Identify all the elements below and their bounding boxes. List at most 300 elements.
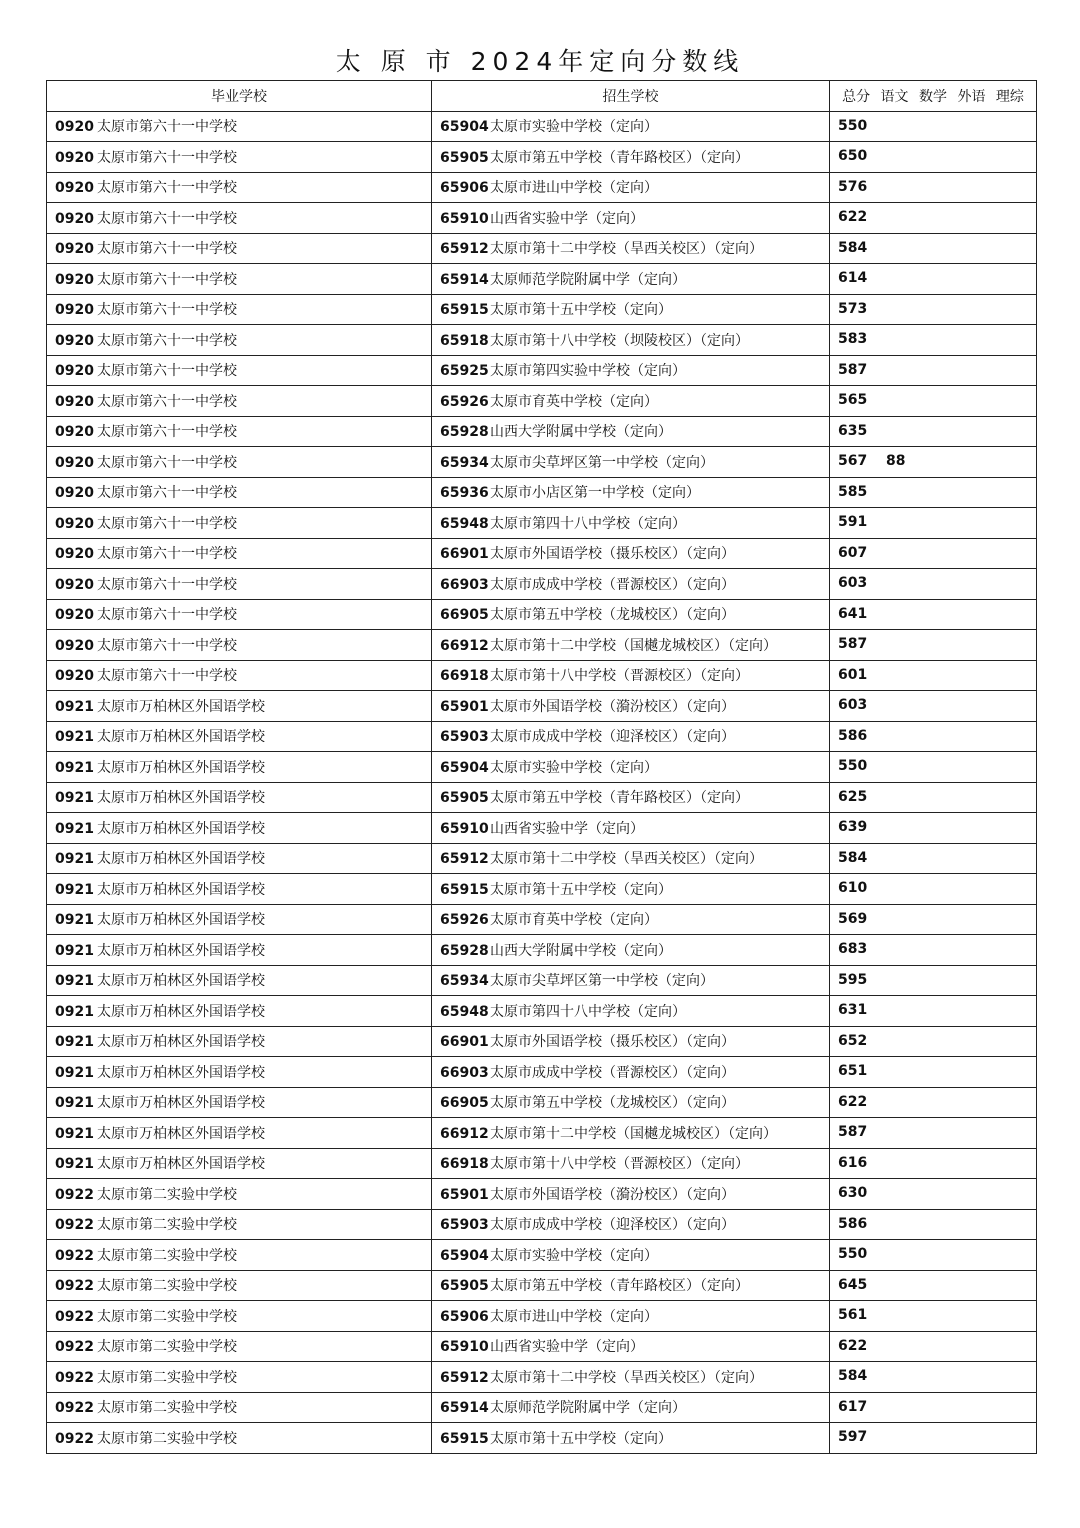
table-row — [47, 416, 1037, 447]
admission-school-name: 太原市第十二中学校（国樾龙城校区）（定向） — [490, 637, 777, 654]
table-row — [47, 935, 1037, 966]
score-cell — [830, 569, 1037, 600]
admission-school-name: 山西大学附属中学校（定向） — [490, 942, 672, 959]
graduate-school-name: 太原市第二实验中学校 — [97, 1247, 237, 1264]
table-row — [47, 142, 1037, 173]
score-cell — [830, 1270, 1037, 1301]
admission-school-cell — [432, 264, 830, 295]
total-score: 616 — [838, 1154, 868, 1171]
admission-school-name: 太原市第四十八中学校（定向） — [490, 1003, 686, 1020]
table-row — [47, 355, 1037, 386]
admission-school-name: 太原市育英中学校（定向） — [490, 912, 658, 929]
score-cell — [830, 660, 1037, 691]
admission-school-code: 65912 — [440, 1369, 489, 1386]
admission-school-name: 太原市尖草坪区第一中学校（定向） — [490, 973, 714, 990]
table-row — [47, 1301, 1037, 1332]
total-score: 584 — [838, 239, 868, 256]
graduate-school-cell — [47, 538, 432, 569]
admission-school-code: 65906 — [440, 180, 489, 197]
admission-school-cell — [432, 416, 830, 447]
graduate-school-cell — [47, 294, 432, 325]
admission-school-cell — [432, 1148, 830, 1179]
graduate-school-code: 0920 — [55, 119, 94, 136]
graduate-school-name: 太原市第六十一中学校 — [97, 180, 237, 197]
table-row — [47, 874, 1037, 905]
admission-school-code: 66905 — [440, 1095, 489, 1112]
graduate-school-name: 太原市第六十一中学校 — [97, 637, 237, 654]
table-row — [47, 752, 1037, 783]
admission-school-code: 66912 — [440, 1125, 489, 1142]
table-row — [47, 813, 1037, 844]
admission-school-code: 66901 — [440, 1034, 489, 1051]
graduate-school-code: 0921 — [55, 1095, 94, 1112]
graduate-school-code: 0921 — [55, 759, 94, 776]
admission-school-code: 66918 — [440, 668, 489, 685]
table-header-row — [47, 81, 1037, 112]
admission-school-code: 65903 — [440, 729, 489, 746]
graduate-school-name: 太原市第六十一中学校 — [97, 149, 237, 166]
graduate-school-name: 太原市万柏林区外国语学校 — [97, 973, 265, 990]
graduate-school-name: 太原市第六十一中学校 — [97, 119, 237, 136]
score-cell — [830, 111, 1037, 142]
admission-school-cell — [432, 508, 830, 539]
graduate-school-code: 0920 — [55, 515, 94, 532]
admission-school-name: 太原市第十八中学校（坝陵校区）（定向） — [490, 332, 749, 349]
admission-school-name: 太原市第十八中学校（晋源校区）（定向） — [490, 1156, 749, 1173]
admission-school-cell — [432, 538, 830, 569]
admission-school-cell — [432, 721, 830, 752]
graduate-school-cell — [47, 843, 432, 874]
admission-school-name: 太原市育英中学校（定向） — [490, 393, 658, 410]
score-cell — [830, 142, 1037, 173]
graduate-school-name: 太原市第六十一中学校 — [97, 363, 237, 380]
score-cell — [830, 1209, 1037, 1240]
admission-school-code: 65912 — [440, 851, 489, 868]
graduate-school-code: 0920 — [55, 332, 94, 349]
total-score: 550 — [838, 1246, 868, 1262]
graduate-school-code: 0921 — [55, 1156, 94, 1173]
graduate-school-cell — [47, 477, 432, 508]
graduate-school-name: 太原市第六十一中学校 — [97, 668, 237, 685]
admission-school-cell — [432, 569, 830, 600]
admission-school-cell — [432, 447, 830, 478]
admission-school-cell — [432, 1423, 830, 1454]
admission-school-code: 65934 — [440, 973, 489, 990]
score-cell — [830, 1301, 1037, 1332]
admission-school-name: 太原市第四实验中学校（定向） — [490, 363, 686, 380]
admission-school-cell — [432, 965, 830, 996]
total-score: 603 — [838, 697, 868, 713]
table-row — [47, 477, 1037, 508]
admission-school-cell — [432, 630, 830, 661]
table-row — [47, 1423, 1037, 1454]
graduate-school-cell — [47, 355, 432, 386]
table-row — [47, 843, 1037, 874]
graduate-school-name: 太原市第二实验中学校 — [97, 1339, 237, 1356]
admission-school-name: 太原市尖草坪区第一中学校（定向） — [490, 454, 714, 471]
graduate-school-cell — [47, 1148, 432, 1179]
total-score: 587 — [838, 361, 868, 378]
score-cell — [830, 996, 1037, 1027]
admission-school-cell — [432, 233, 830, 264]
score-cell — [830, 630, 1037, 661]
admission-school-code: 65901 — [440, 698, 489, 715]
admission-school-cell — [432, 782, 830, 813]
graduate-school-code: 0922 — [55, 1308, 94, 1325]
total-score: 569 — [838, 910, 868, 927]
graduate-school-code: 0921 — [55, 1003, 94, 1020]
graduate-school-code: 0921 — [55, 1125, 94, 1142]
graduate-school-name: 太原市第六十一中学校 — [97, 271, 237, 288]
total-score: 597 — [838, 1429, 868, 1445]
graduate-school-name: 太原市万柏林区外国语学校 — [97, 1125, 265, 1142]
total-score: 607 — [838, 544, 868, 561]
admission-school-name: 太原市外国语学校（漪汾校区）（定向） — [490, 698, 735, 715]
table-row — [47, 447, 1037, 478]
table-row — [47, 172, 1037, 203]
admission-school-code: 65948 — [440, 515, 489, 532]
graduate-school-cell — [47, 508, 432, 539]
graduate-school-cell — [47, 1331, 432, 1362]
graduate-school-cell — [47, 325, 432, 356]
total-score: 603 — [838, 575, 868, 591]
score-cell — [830, 264, 1037, 295]
admission-school-code: 65914 — [440, 271, 489, 288]
graduate-school-name: 太原市万柏林区外国语学校 — [97, 759, 265, 776]
graduate-school-name: 太原市第六十一中学校 — [97, 485, 237, 502]
graduate-school-code: 0920 — [55, 393, 94, 410]
graduate-school-code: 0921 — [55, 973, 94, 990]
admission-school-code: 65928 — [440, 942, 489, 959]
admission-school-code: 65915 — [440, 302, 489, 319]
table-row — [47, 1392, 1037, 1423]
graduate-school-cell — [47, 233, 432, 264]
admission-school-code: 65903 — [440, 1217, 489, 1234]
admission-school-code: 65910 — [440, 210, 489, 227]
graduate-school-code: 0920 — [55, 607, 94, 624]
graduate-school-code: 0920 — [55, 485, 94, 502]
total-score: 631 — [838, 1002, 868, 1018]
score-cell — [830, 508, 1037, 539]
admission-school-name: 太原市第四十八中学校（定向） — [490, 515, 686, 532]
admission-school-cell — [432, 660, 830, 691]
graduate-school-cell — [47, 447, 432, 478]
graduate-school-code: 0921 — [55, 729, 94, 746]
table-row — [47, 569, 1037, 600]
table-row — [47, 691, 1037, 722]
admission-school-code: 66903 — [440, 576, 489, 593]
score-cell — [830, 325, 1037, 356]
graduate-school-name: 太原市第二实验中学校 — [97, 1369, 237, 1386]
score-cell — [830, 386, 1037, 417]
admission-school-cell — [432, 935, 830, 966]
table-row — [47, 538, 1037, 569]
total-score: 652 — [838, 1032, 868, 1049]
admission-school-name: 山西省实验中学（定向） — [490, 210, 644, 227]
admission-school-cell — [432, 752, 830, 783]
admission-school-cell — [432, 111, 830, 142]
total-score: 641 — [838, 605, 868, 622]
admission-school-name: 太原市进山中学校（定向） — [490, 180, 658, 197]
table-row — [47, 1026, 1037, 1057]
admission-school-code: 66905 — [440, 607, 489, 624]
total-score: 584 — [838, 1368, 868, 1384]
graduate-school-code: 0920 — [55, 302, 94, 319]
total-score: 617 — [838, 1398, 868, 1415]
total-score: 630 — [838, 1185, 868, 1201]
graduate-school-name: 太原市第六十一中学校 — [97, 332, 237, 349]
graduate-school-cell — [47, 1057, 432, 1088]
admission-school-code: 66918 — [440, 1156, 489, 1173]
admission-school-name: 太原市成成中学校（迎泽校区）（定向） — [490, 1217, 735, 1234]
admission-school-cell — [432, 1392, 830, 1423]
score-cell — [830, 538, 1037, 569]
graduate-school-name: 太原市万柏林区外国语学校 — [97, 851, 265, 868]
graduate-school-name: 太原市第二实验中学校 — [97, 1308, 237, 1325]
total-score: 583 — [838, 331, 868, 347]
total-score: 561 — [838, 1307, 868, 1323]
admission-school-cell — [432, 691, 830, 722]
admission-school-name: 太原市进山中学校（定向） — [490, 1308, 658, 1325]
graduate-school-code: 0920 — [55, 271, 94, 288]
admission-school-code: 65915 — [440, 881, 489, 898]
graduate-school-cell — [47, 386, 432, 417]
admission-school-code: 65928 — [440, 424, 489, 441]
admission-school-name: 太原市第十二中学校（旱西关校区）（定向） — [490, 1369, 763, 1386]
score-cell — [830, 1148, 1037, 1179]
graduate-school-code: 0920 — [55, 241, 94, 258]
graduate-school-code: 0921 — [55, 851, 94, 868]
score-cell — [830, 294, 1037, 325]
admission-school-name: 太原市第五中学校（龙城校区）（定向） — [490, 1095, 735, 1112]
score-cell — [830, 172, 1037, 203]
graduate-school-name: 太原市万柏林区外国语学校 — [97, 1034, 265, 1051]
total-score: 651 — [838, 1063, 868, 1079]
total-score: 622 — [838, 1093, 868, 1110]
admission-school-code: 65918 — [440, 332, 489, 349]
table-row — [47, 630, 1037, 661]
table-row — [47, 1087, 1037, 1118]
graduate-school-name: 太原市第六十一中学校 — [97, 210, 237, 227]
graduate-school-cell — [47, 1118, 432, 1149]
table-row — [47, 1179, 1037, 1210]
admission-school-name: 太原市第五中学校（龙城校区）（定向） — [490, 607, 735, 624]
header-graduate-school: 毕业学校 — [47, 81, 432, 112]
graduate-school-code: 0922 — [55, 1369, 94, 1386]
graduate-school-cell — [47, 965, 432, 996]
admission-school-name: 山西省实验中学（定向） — [490, 820, 644, 837]
graduate-school-name: 太原市第六十一中学校 — [97, 424, 237, 441]
total-score: 587 — [838, 636, 868, 652]
admission-school-cell — [432, 1240, 830, 1271]
admission-school-cell — [432, 1331, 830, 1362]
score-cell — [830, 843, 1037, 874]
graduate-school-cell — [47, 874, 432, 905]
admission-school-name: 太原市第十二中学校（国樾龙城校区）（定向） — [490, 1125, 777, 1142]
total-score: 567 — [838, 453, 868, 469]
admission-school-code: 65904 — [440, 1247, 489, 1264]
total-score: 601 — [838, 666, 868, 683]
table-row — [47, 386, 1037, 417]
graduate-school-name: 太原市第二实验中学校 — [97, 1217, 237, 1234]
admission-school-cell — [432, 843, 830, 874]
admission-school-name: 太原市第十五中学校（定向） — [490, 302, 672, 319]
table-row — [47, 1240, 1037, 1271]
graduate-school-name: 太原市万柏林区外国语学校 — [97, 912, 265, 929]
admission-school-cell — [432, 1209, 830, 1240]
score-cell — [830, 782, 1037, 813]
total-score: 635 — [838, 422, 868, 439]
admission-school-cell — [432, 1087, 830, 1118]
admission-school-code: 65906 — [440, 1308, 489, 1325]
score-cell — [830, 904, 1037, 935]
admission-school-code: 65905 — [440, 1278, 489, 1295]
graduate-school-cell — [47, 142, 432, 173]
graduate-school-name: 太原市第六十一中学校 — [97, 241, 237, 258]
table-row — [47, 233, 1037, 264]
score-cell — [830, 203, 1037, 234]
total-score: 591 — [838, 514, 868, 530]
admission-school-cell — [432, 172, 830, 203]
graduate-school-name: 太原市第六十一中学校 — [97, 393, 237, 410]
graduate-school-name: 太原市万柏林区外国语学校 — [97, 1064, 265, 1081]
graduate-school-code: 0920 — [55, 424, 94, 441]
graduate-school-cell — [47, 1087, 432, 1118]
table-row — [47, 782, 1037, 813]
admission-school-cell — [432, 203, 830, 234]
graduate-school-name: 太原市万柏林区外国语学校 — [97, 790, 265, 807]
score-cell — [830, 447, 1037, 478]
graduate-school-name: 太原市第二实验中学校 — [97, 1278, 237, 1295]
admission-school-cell — [432, 477, 830, 508]
graduate-school-code: 0920 — [55, 576, 94, 593]
score-cell — [830, 691, 1037, 722]
graduate-school-cell — [47, 172, 432, 203]
graduate-school-code: 0920 — [55, 546, 94, 563]
admission-school-name: 太原市实验中学校（定向） — [490, 759, 658, 776]
graduate-school-cell — [47, 660, 432, 691]
total-score: 650 — [838, 148, 868, 164]
graduate-school-name: 太原市第六十一中学校 — [97, 576, 237, 593]
graduate-school-code: 0922 — [55, 1278, 94, 1295]
admission-school-name: 太原市小店区第一中学校（定向） — [490, 485, 700, 502]
graduate-school-code: 0922 — [55, 1247, 94, 1264]
score-cell — [830, 1331, 1037, 1362]
admission-school-code: 65904 — [440, 759, 489, 776]
score-cell — [830, 965, 1037, 996]
total-score: 550 — [838, 758, 868, 774]
admission-school-cell — [432, 294, 830, 325]
graduate-school-cell — [47, 264, 432, 295]
header-admission-school: 招生学校 — [432, 81, 830, 112]
graduate-school-code: 0922 — [55, 1430, 94, 1447]
graduate-school-code: 0921 — [55, 881, 94, 898]
score-cell — [830, 813, 1037, 844]
total-score: 565 — [838, 392, 868, 408]
total-score: 610 — [838, 880, 868, 896]
table-row — [47, 325, 1037, 356]
score-cell — [830, 1057, 1037, 1088]
admission-school-code: 65926 — [440, 393, 489, 410]
table-row — [47, 111, 1037, 142]
graduate-school-name: 太原市万柏林区外国语学校 — [97, 698, 265, 715]
graduate-school-code: 0922 — [55, 1217, 94, 1234]
graduate-school-code: 0921 — [55, 1034, 94, 1051]
graduate-school-name: 太原市第六十一中学校 — [97, 302, 237, 319]
graduate-school-cell — [47, 935, 432, 966]
graduate-school-cell — [47, 1423, 432, 1454]
score-cell — [830, 1179, 1037, 1210]
admission-school-name: 太原市第五中学校（青年路校区）（定向） — [490, 790, 749, 807]
graduate-school-name: 太原市万柏林区外国语学校 — [97, 881, 265, 898]
total-score: 683 — [838, 941, 868, 957]
admission-school-name: 太原市第五中学校（青年路校区）（定向） — [490, 1278, 749, 1295]
total-score: 595 — [838, 971, 868, 988]
graduate-school-code: 0921 — [55, 698, 94, 715]
total-score: 584 — [838, 849, 868, 866]
table-row — [47, 1362, 1037, 1393]
graduate-school-cell — [47, 1179, 432, 1210]
graduate-school-code: 0922 — [55, 1339, 94, 1356]
admission-school-name: 太原市第五中学校（青年路校区）（定向） — [490, 149, 749, 166]
score-cell — [830, 752, 1037, 783]
admission-school-cell — [432, 1179, 830, 1210]
graduate-school-cell — [47, 1270, 432, 1301]
score-cell — [830, 416, 1037, 447]
score-cell — [830, 355, 1037, 386]
total-score: 587 — [838, 1124, 868, 1140]
admission-school-name: 太原市外国语学校（摄乐校区）（定向） — [490, 546, 735, 563]
total-score: 550 — [838, 117, 868, 134]
admission-school-cell — [432, 904, 830, 935]
total-score: 645 — [838, 1276, 868, 1293]
admission-school-code: 65912 — [440, 241, 489, 258]
admission-school-name: 太原市实验中学校（定向） — [490, 1247, 658, 1264]
score-cell — [830, 721, 1037, 752]
admission-school-name: 太原市成成中学校（晋源校区）（定向） — [490, 1064, 735, 1081]
table-row — [47, 1148, 1037, 1179]
admission-school-name: 太原市第十二中学校（旱西关校区）（定向） — [490, 851, 763, 868]
admission-school-code: 65901 — [440, 1186, 489, 1203]
total-score: 622 — [838, 1337, 868, 1354]
graduate-school-name: 太原市万柏林区外国语学校 — [97, 1095, 265, 1112]
admission-school-cell — [432, 813, 830, 844]
table-row — [47, 1118, 1037, 1149]
total-score: 573 — [838, 300, 868, 317]
table-row — [47, 294, 1037, 325]
admission-school-code: 66903 — [440, 1064, 489, 1081]
table-row — [47, 996, 1037, 1027]
graduate-school-name: 太原市万柏林区外国语学校 — [97, 729, 265, 746]
table-row — [47, 508, 1037, 539]
admission-school-cell — [432, 355, 830, 386]
graduate-school-cell — [47, 904, 432, 935]
admission-school-name: 太原市实验中学校（定向） — [490, 119, 658, 136]
graduate-school-name: 太原市万柏林区外国语学校 — [97, 1003, 265, 1020]
table-row — [47, 965, 1037, 996]
admission-school-name: 太原市外国语学校（漪汾校区）（定向） — [490, 1186, 735, 1203]
admission-school-code: 65905 — [440, 149, 489, 166]
table-row — [47, 904, 1037, 935]
graduate-school-name: 太原市第二实验中学校 — [97, 1186, 237, 1203]
table-row — [47, 660, 1037, 691]
admission-school-cell — [432, 142, 830, 173]
graduate-school-code: 0920 — [55, 454, 94, 471]
graduate-school-cell — [47, 569, 432, 600]
graduate-school-cell — [47, 813, 432, 844]
admission-school-code: 65926 — [440, 912, 489, 929]
graduate-school-cell — [47, 996, 432, 1027]
